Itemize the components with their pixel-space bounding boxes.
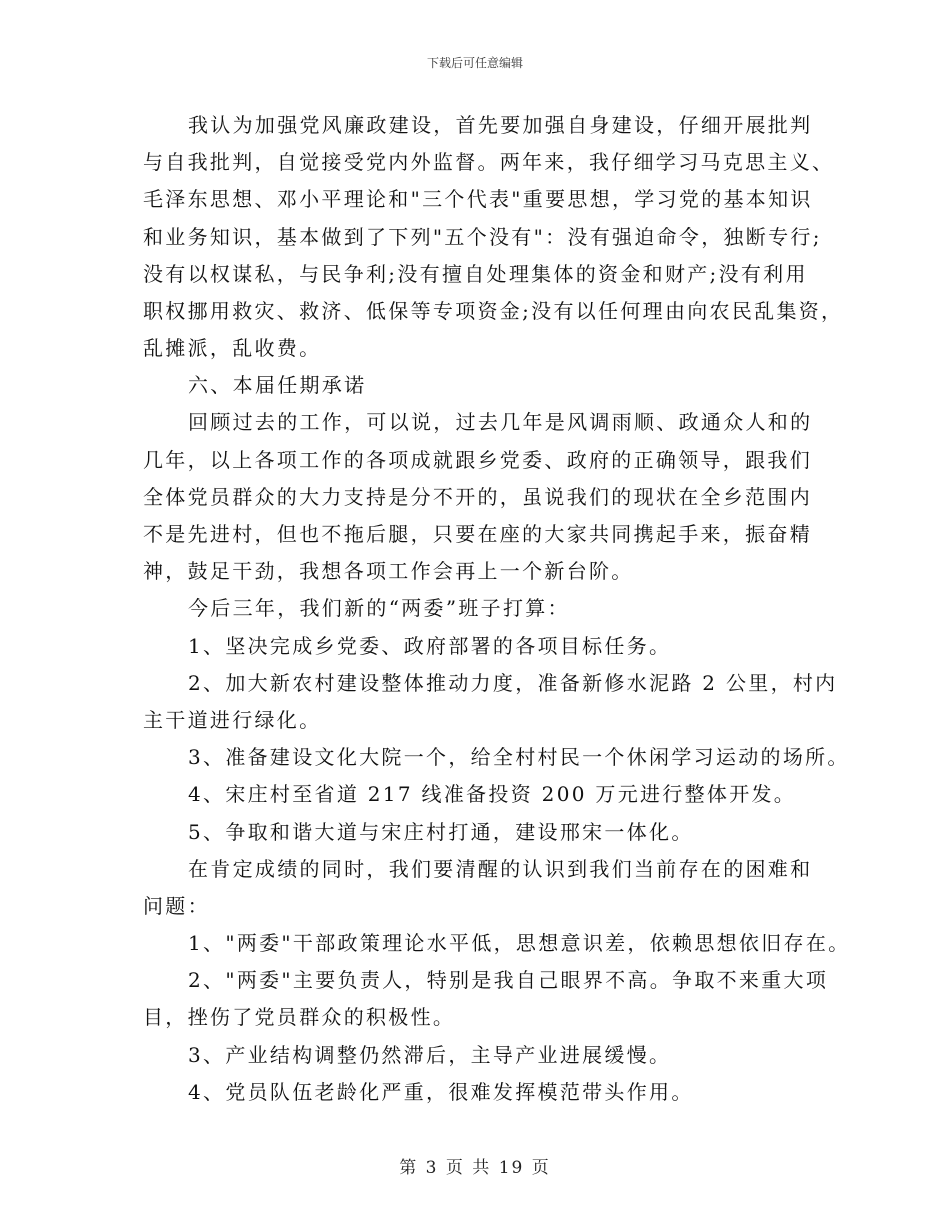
body-line: 没有以权谋私，与民争利;没有擅自处理集体的资金和财产;没有利用 [143, 262, 808, 286]
list-item: 4、宋庄村至省道 217 线准备投资 200 万元进行整体开发。 [188, 782, 797, 806]
list-item-continuation: 目，挫伤了党员群众的积极性。 [143, 1005, 456, 1029]
body-line: 职权挪用救灾、救济、低保等专项资金;没有以任何理由向农民乱集资， [143, 299, 844, 323]
body-line: 神，鼓足干劲，我想各项工作会再上一个新台阶。 [143, 559, 634, 583]
body-line: 和业务知识，基本做到了下列"五个没有"：没有强迫命令，独断专行; [143, 225, 822, 249]
body-line: 不是先进村，但也不拖后腿，只要在座的大家共同携起手来，振奋精 [143, 522, 812, 546]
page-header: 下载后可任意编辑 [426, 56, 523, 70]
body-line: 几年，以上各项工作的各项成就跟乡党委、政府的正确领导，跟我们 [143, 448, 812, 472]
body-line: 今后三年，我们新的“两委”班子打算： [188, 596, 570, 620]
list-item: 1、"两委"干部政策理论水平低，思想意识差，依赖思想依旧存在。 [188, 931, 851, 955]
list-item: 2、加大新农村建设整体推动力度，准备新修水泥路 2 公里，村内 [188, 671, 838, 695]
list-item-continuation: 主干道进行绿化。 [143, 708, 322, 732]
body-line: 问题： [143, 894, 210, 918]
section-heading: 六、本届任期承诺 [188, 373, 367, 397]
list-item: 4、党员队伍老龄化严重，很难发挥模范带头作用。 [188, 1080, 694, 1104]
body-line: 全体党员群众的大力支持是分不开的，虽说我们的现状在全乡范围内 [143, 485, 812, 509]
page-number: 第 3 页 共 19 页 [399, 1158, 551, 1178]
body-line: 我认为加强党风廉政建设，首先要加强自身建设，仔细开展批判 [188, 113, 813, 137]
body-line: 回顾过去的工作，可以说，过去几年是风调雨顺、政通众人和的 [188, 410, 813, 434]
list-item: 3、产业结构调整仍然滞后，主导产业进展缓慢。 [188, 1043, 672, 1067]
list-item: 1、坚决完成乡党委、政府部署的各项目标任务。 [188, 634, 672, 658]
body-line: 与自我批判，自觉接受党内外监督。两年来，我仔细学习马克思主义、 [143, 150, 835, 174]
body-line: 在肯定成绩的同时，我们要清醒的认识到我们当前存在的困难和 [188, 857, 813, 881]
list-item: 3、准备建设文化大院一个，给全村村民一个休闲学习运动的场所。 [188, 745, 850, 769]
body-line: 乱摊派，乱收费。 [143, 336, 322, 360]
list-item: 2、"两委"主要负责人，特别是我自己眼界不高。争取不来重大项 [188, 968, 829, 992]
list-item: 5、争取和谐大道与宋庄村打通，建设邢宋一体化。 [188, 820, 694, 844]
body-line: 毛泽东思想、邓小平理论和"三个代表"重要思想，学习党的基本知识 [143, 187, 813, 211]
